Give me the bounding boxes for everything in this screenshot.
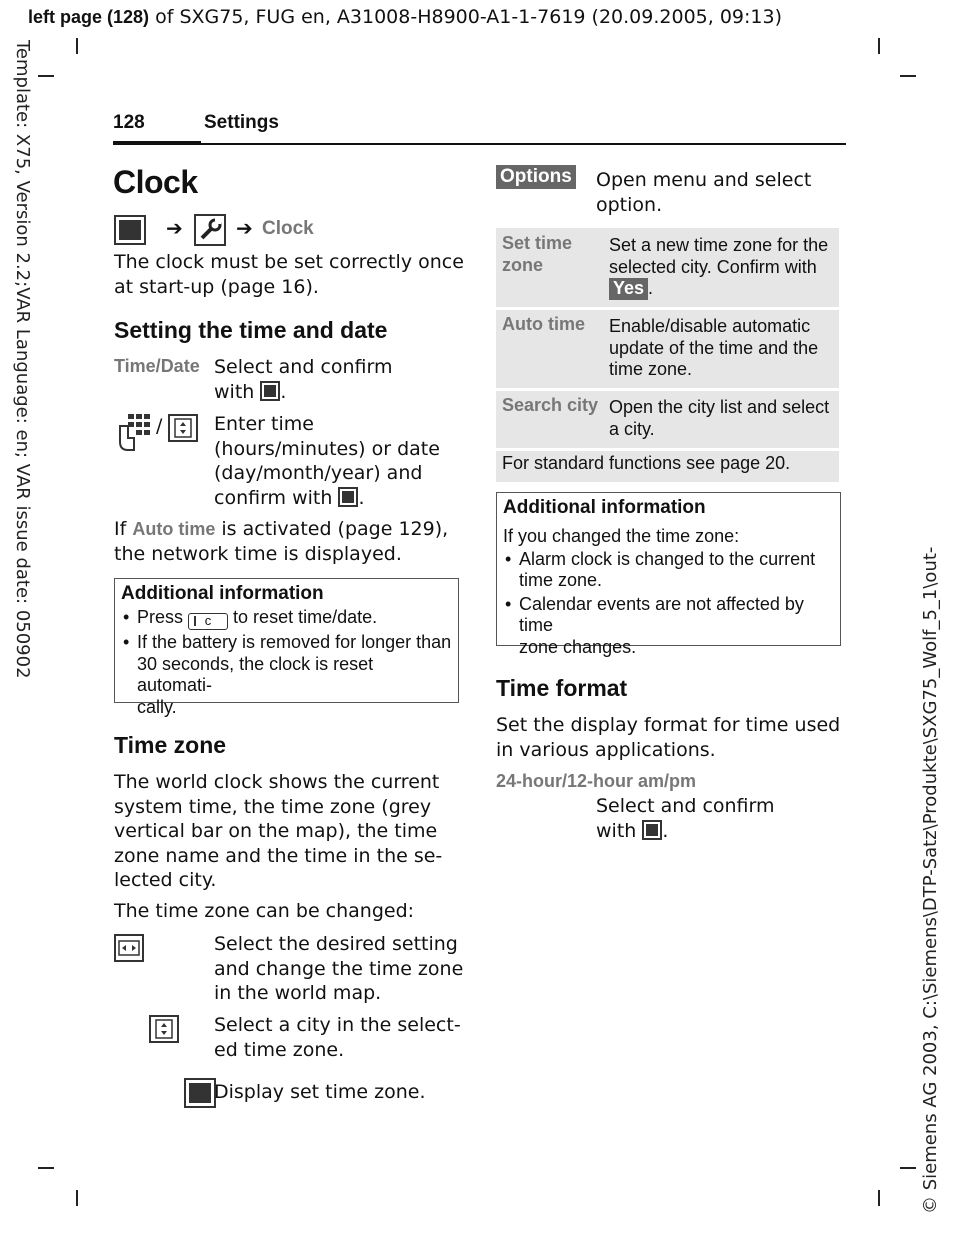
clear-key-icon: [188, 613, 228, 630]
desc-line: with: [214, 380, 255, 403]
option-label-line: zone: [502, 255, 544, 275]
desc-line: with: [596, 819, 637, 842]
header-rule-accent: [113, 141, 201, 145]
template-margin-text: Template: X75, Version 2.2;VAR Language: en; VAR issue date: 050902: [12, 40, 33, 679]
menu-key-icon: [184, 1078, 216, 1108]
nav-leftright-icon: [114, 934, 144, 962]
menu-key-icon: [114, 215, 146, 245]
option-row-search-city: [496, 391, 839, 448]
bullet-text: to reset time/date.: [233, 607, 378, 627]
option-row-set-time-zone: [496, 228, 839, 307]
time-date-desc: Select and confirm with .: [214, 356, 393, 403]
para-line: Set the display format for time used: [496, 714, 841, 736]
para-line: vertical bar on the map), the time: [114, 820, 438, 842]
auto-time-note: [114, 517, 448, 566]
enter-time-desc: Enter time (hours/minutes) or date (day/month/year) and confirm with .: [214, 413, 440, 509]
copyright-margin-text: © Siemens AG 2003, C:\Siemens\DTP-Satz\Produkte\SXG75_Wolf_5_1\out-: [920, 546, 941, 1214]
bullet-text: Press: [137, 607, 184, 627]
auto-time-label: Auto time: [132, 519, 216, 539]
row-line: and change the time zone: [214, 957, 464, 980]
heading-time-zone: Time zone: [114, 732, 227, 758]
info-box-title: Additional information: [503, 497, 706, 518]
confirm-key-icon: [642, 820, 662, 840]
keypad-hand-icon: [114, 412, 152, 452]
option-text: Set a new time zone for the selected city. Confirm with Yes .: [609, 235, 829, 298]
option-text-line: update of the time and the: [609, 337, 819, 358]
option-text-line: selected city. Confirm with: [609, 256, 817, 277]
arrow-icon: ➔: [166, 216, 183, 240]
option-row-auto-time: [496, 310, 839, 388]
option-text-line: a city.: [609, 418, 655, 439]
bullet-text: cally.: [137, 696, 177, 717]
wrench-settings-icon: [194, 214, 226, 246]
time-format-label: 24-hour/12-hour am/pm: [496, 771, 697, 791]
additional-info-box-1: [114, 578, 459, 717]
print-header: [28, 6, 782, 28]
time-zone-can-change: The time zone can be changed:: [114, 900, 415, 922]
intro-line: at start-up (page 16).: [114, 275, 319, 298]
bullet-text: zone changes.: [519, 636, 637, 657]
note-text: the network time is displayed.: [114, 542, 402, 565]
para-line: system time, the time zone (grey: [114, 795, 432, 818]
yes-badge: Yes: [609, 278, 648, 300]
para-line: lected city.: [114, 869, 217, 891]
info-bullet: [503, 594, 834, 659]
para-line: The world clock shows the current: [114, 771, 440, 793]
confirm-key-icon: [338, 487, 358, 507]
desc-line: Open menu and select: [596, 169, 812, 191]
desc-line: option.: [596, 193, 663, 216]
option-label: Auto time: [502, 314, 585, 334]
print-header-rest: of SXG75, FUG en, A31008-H8900-A1-1-7619 (20.09.2005, 09:13): [149, 6, 783, 28]
heading-time-format: Time format: [496, 675, 628, 701]
arrow-icon: ➔: [236, 216, 253, 240]
clear-key-letter: c: [204, 613, 212, 628]
option-text-line: time zone.: [609, 359, 693, 379]
page-number: 128: [113, 112, 145, 133]
option-text: [609, 397, 829, 440]
nav-updown-icon: [149, 1015, 179, 1043]
nav-updown-icon: [168, 414, 198, 442]
option-label: [502, 232, 572, 276]
input-keys: [114, 412, 210, 454]
option-text-line: Set a new time zone for the: [609, 235, 829, 255]
info-box-title: Additional information: [121, 583, 324, 604]
desc-line: Select and confirm: [214, 356, 393, 378]
page-title: Clock: [113, 164, 198, 200]
desc-line: (hours/minutes) or date: [214, 437, 440, 460]
row-line: in the world map.: [214, 982, 382, 1004]
desc-line: confirm with: [214, 486, 333, 509]
para-line: zone name and the time in the se-: [114, 844, 443, 867]
section-title: Settings: [204, 112, 279, 133]
info-bullet: [121, 607, 452, 630]
standard-functions-note: For standard functions see page 20.: [496, 451, 839, 482]
time-zone-para: [114, 770, 442, 893]
option-label: Search city: [502, 395, 599, 415]
row-line: Select a city in the select-: [214, 1014, 461, 1036]
option-text: [609, 316, 818, 381]
tz-row-1: [214, 932, 463, 1006]
option-text-line: Enable/disable automatic: [609, 316, 811, 336]
row-line: ed time zone.: [214, 1038, 345, 1061]
bullet-text: • Calendar events are not affected by time: [519, 593, 804, 635]
row-line: Select the desired setting: [214, 933, 458, 955]
path-clock-label: Clock: [262, 218, 314, 239]
header-rule: [113, 143, 846, 145]
options-badge: Options: [496, 165, 576, 189]
heading-setting-time-date: Setting the time and date: [114, 317, 388, 343]
option-label-line: Set time: [502, 233, 573, 253]
desc-line: (day/month/year) and: [214, 462, 423, 484]
confirm-key-icon: [260, 381, 280, 401]
bullet-text: time zone.: [519, 570, 603, 590]
para-line: in various applications.: [496, 738, 716, 761]
additional-info-box-2: [496, 492, 841, 657]
option-text-line: Open the city list and select: [609, 397, 830, 417]
bullet-text: • Alarm clock is changed to the current: [519, 548, 816, 569]
info-intro: If you changed the time zone:: [503, 526, 740, 546]
info-bullet: [503, 549, 834, 592]
slash: /: [156, 415, 163, 437]
options-desc: [596, 168, 811, 217]
menu-path: [114, 214, 454, 246]
note-text: If: [114, 518, 127, 540]
intro-text: [114, 250, 464, 299]
tz-row-3: Display set time zone.: [214, 1081, 426, 1103]
time-format-desc: Select and confirm with .: [596, 795, 775, 842]
time-format-para: [496, 713, 840, 762]
intro-line: The clock must be set correctly once: [114, 251, 464, 273]
bullet-text: • If the battery is removed for longer than: [137, 632, 452, 652]
time-date-label: Time/Date: [114, 356, 200, 376]
note-text: is activated (page 129),: [221, 518, 449, 540]
print-header-bold: left page (128): [28, 7, 150, 27]
bullet-text: 30 seconds, the clock is reset automati-: [137, 653, 374, 695]
desc-line: Enter time: [214, 413, 314, 435]
tz-row-2: [214, 1013, 461, 1062]
info-bullet: [121, 632, 452, 718]
desc-line: Select and confirm: [596, 795, 775, 817]
